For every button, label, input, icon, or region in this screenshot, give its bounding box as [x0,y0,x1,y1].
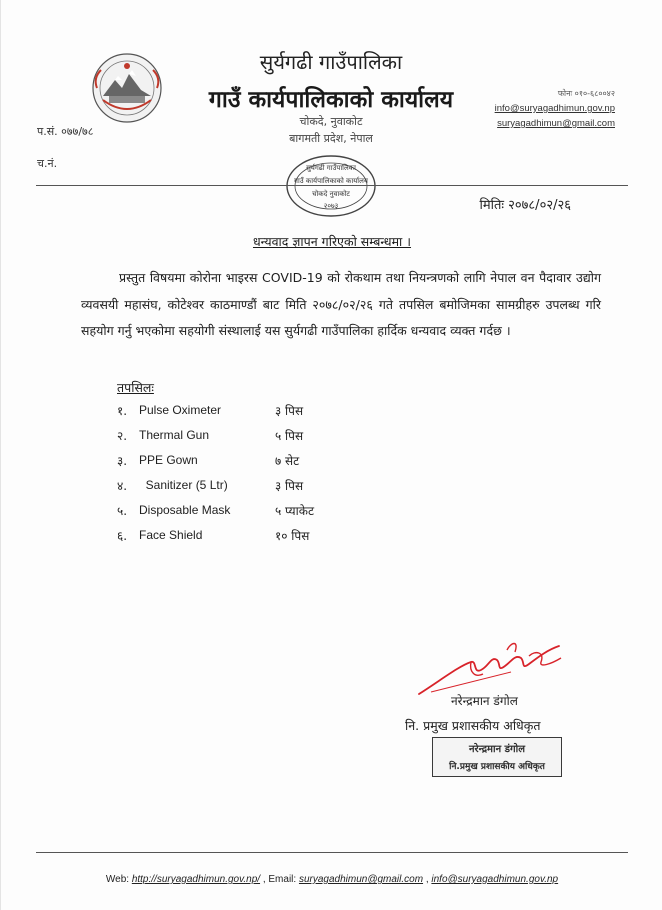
footer-web-label: Web: [105,874,132,885]
subject-line [1,233,662,250]
item-number: २. [117,429,128,443]
list-item [117,427,417,447]
stamp-line-4: २०७३ [323,202,339,210]
contact-email-2[interactable]: suryagadhimun@gmail.com [497,118,615,129]
item-name: Face Shield [139,528,203,542]
item-quantity: १० पिस [275,529,310,543]
item-name: Sanitizer (5 Ltr) [139,478,228,492]
footer [1,874,662,885]
item-number: १. [117,404,128,418]
item-number: ४. [117,479,128,493]
item-quantity: ३ पिस [275,479,304,493]
signer-name: नरेन्द्रमान डंगोल [451,694,518,708]
item-name: Pulse Oximeter [139,403,222,417]
dispatch-number: च.नं. [37,157,58,170]
contact-email-1[interactable]: info@suryagadhimun.gov.np [494,103,615,114]
list-item [117,402,417,422]
list-item [117,452,417,472]
details-label: तपसिलः [117,380,154,395]
reference-number: प.सं. ०७७/७८ [37,125,94,138]
item-number: ६. [117,529,128,543]
item-number: ३. [117,454,128,468]
list-item [117,527,417,547]
office-name: सुर्यगढी गाउँपालिका [259,50,403,74]
footer-email-link-1[interactable]: suryagadhimun@gmail.com [298,874,424,885]
item-name: Disposable Mask [139,503,231,517]
item-quantity: ५ पिस [275,429,304,443]
list-item [117,477,417,497]
body-paragraph: प्रस्तुत विषयमा कोरोना भाइरस COVID-19 को रोकथाम तथा नियन्त्रणको लागि नेपाल वन पैदावार उद्योग व्यवसयी महासंघ, कोटेश्वर काठमाण्डौं बाट मिति २०७८/०२/२६ गते तपसिल बमोजिमका सामग्रीहरु उपलब्ध गरि सहयोग गर्नु भएकोमा सहयोगी संस्थालाई यस सुर्यगढी गाउँपालिका हार्दिक धन्यवाद व्यक्त गर्दछ । [81,270,601,338]
nepal-emblem-icon [89,50,165,126]
signer-seal [432,737,562,777]
footer-email-label: , Email: [260,874,299,885]
phone-number: फोनः ०१०-६८००४२ [557,89,615,98]
letter-date: मितिः २०७८/०२/२६ [479,198,571,213]
footer-separator: , [423,874,432,885]
stamp-line-1: सुर्यगढी गाउँपालिका [306,164,356,172]
header-divider [36,185,628,186]
item-quantity: ५ प्याकेट [275,504,314,518]
office-title: गाउँ कार्यपालिकाको कार्यालय [208,87,454,113]
item-quantity: ७ सेट [275,454,300,468]
stamp-line-3: चोकदे नुवाकोट [312,190,350,198]
office-address-line2: बागमती प्रदेश, नेपाल [289,132,373,145]
footer-web-link[interactable]: http://suryagadhimun.gov.np/ [131,874,261,885]
seal-name: नरेन्द्रमान डंगोल [469,744,525,755]
signer-title: नि. प्रमुख प्रशासकीय अधिकृत [405,718,541,733]
item-name: PPE Gown [139,453,198,467]
seal-title: नि.प्रमुख प्रशासकीय अधिकृत [449,762,545,772]
footer-email-link-2[interactable]: info@suryagadhimun.gov.np [431,874,559,885]
office-address-line1: चोकदे, नुवाकोट [299,115,363,128]
footer-divider [36,852,628,853]
subject-text: धन्यवाद ज्ञापन गरिएको सम्बन्धमा । [252,234,412,249]
stamp-line-2: गाउँ कार्यपालिकाको कार्यालय [294,177,368,185]
list-item [117,502,417,522]
office-stamp [281,148,381,224]
contact-block [495,86,615,131]
item-name: Thermal Gun [139,428,210,442]
item-quantity: ३ पिस [275,404,304,418]
item-number: ५. [117,504,128,518]
